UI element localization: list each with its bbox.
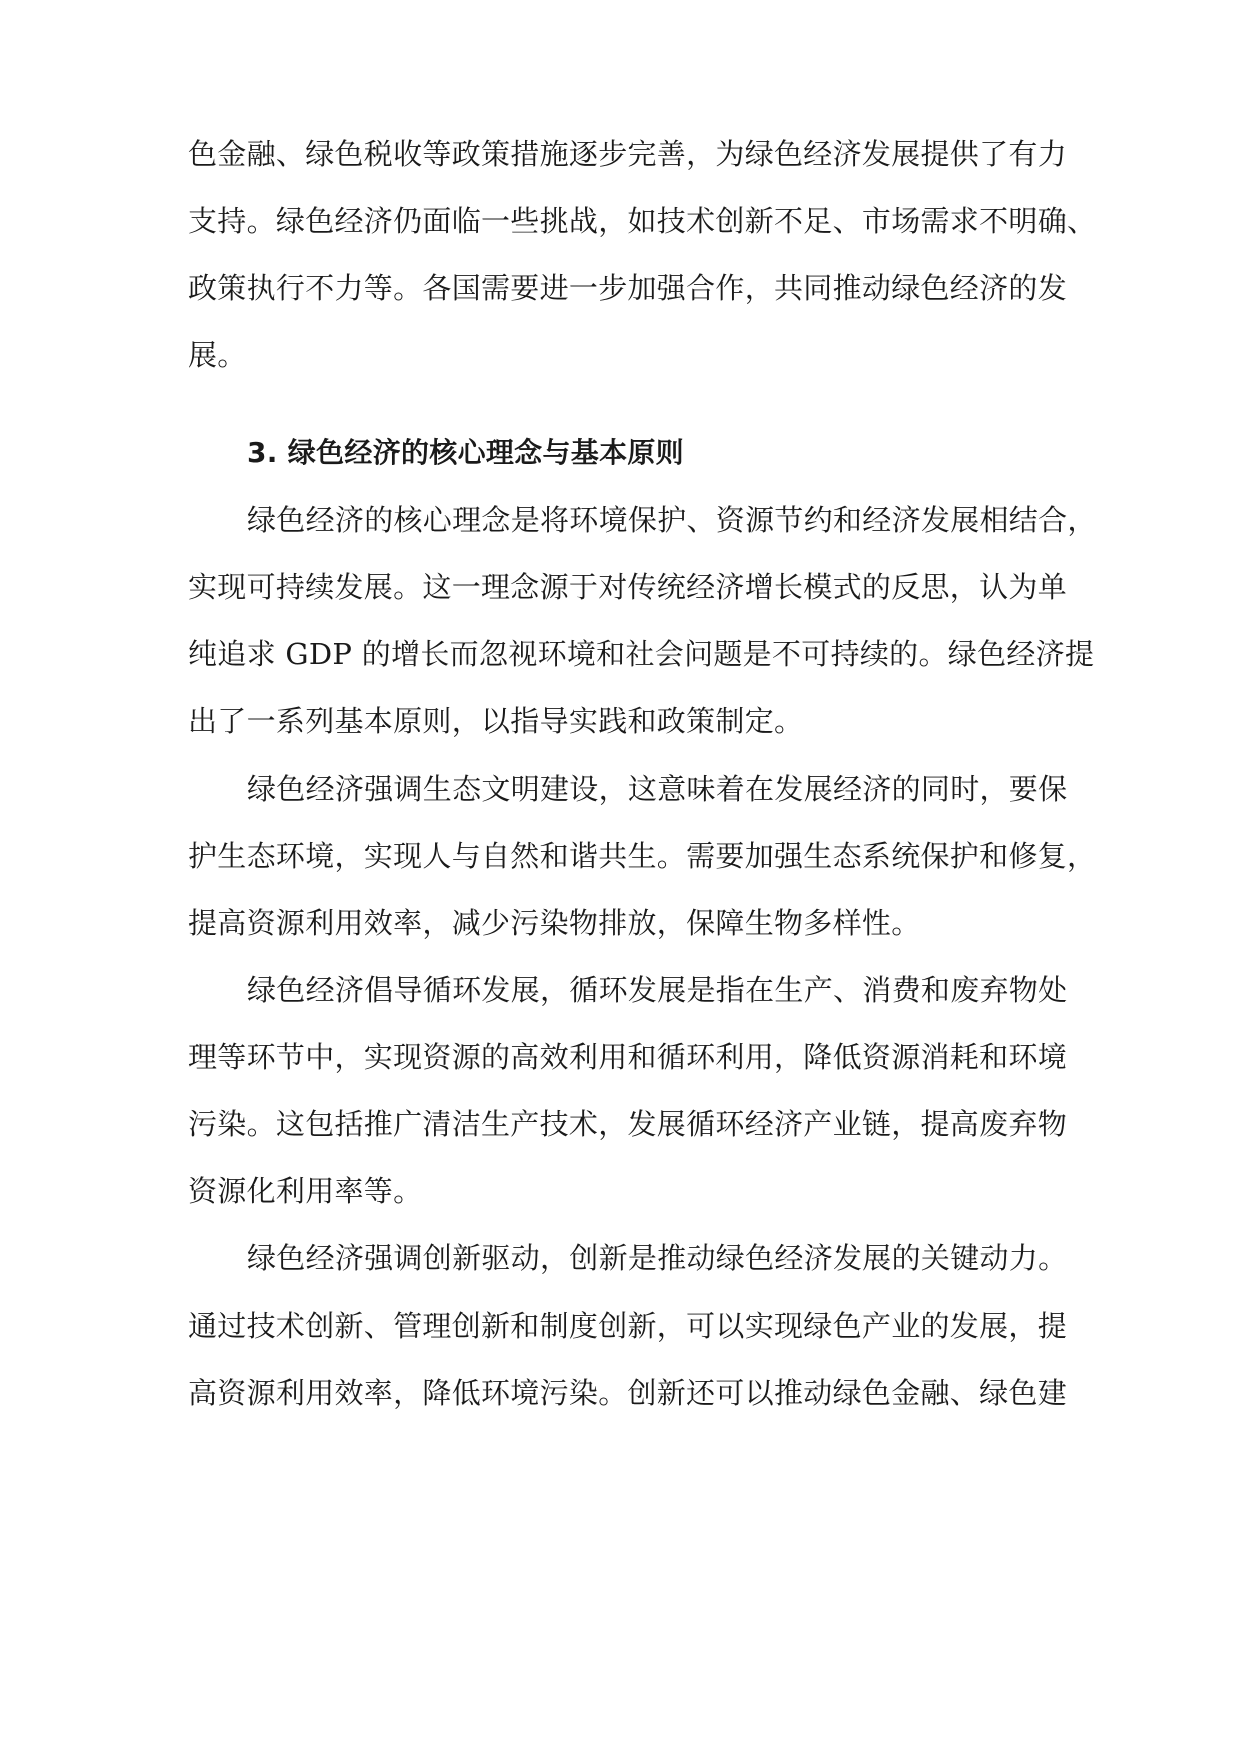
- paragraph-1-line-1: 绿色经济的核心理念是将环境保护、资源节约和经济发展相结合，: [247, 503, 1097, 537]
- section-heading: 3. 绿色经济的核心理念与基本原则: [247, 436, 684, 469]
- paragraph-3-line-4: 资源化利用率等。: [188, 1174, 423, 1208]
- paragraph-2-line-3: 提高资源利用效率，减少污染物排放，保障生物多样性。: [188, 906, 921, 940]
- intro-line-4: 展。: [188, 338, 247, 372]
- paragraph-3-line-1: 绿色经济倡导循环发展，循环发展是指在生产、消费和废弃物处: [247, 973, 1068, 1007]
- paragraph-1-line-3: 纯追求 GDP 的增长而忽视环境和社会问题是不可持续的。绿色经济提: [188, 637, 1095, 671]
- intro-line-1: 色金融、绿色税收等政策措施逐步完善，为绿色经济发展提供了有力: [188, 137, 1068, 171]
- paragraph-2-line-2: 护生态环境，实现人与自然和谐共生。需要加强生态系统保护和修复，: [188, 839, 1097, 873]
- paragraph-4-line-2: 通过技术创新、管理创新和制度创新，可以实现绿色产业的发展，提: [188, 1309, 1068, 1343]
- paragraph-4-line-1: 绿色经济强调创新驱动，创新是推动绿色经济发展的关键动力。: [247, 1241, 1068, 1275]
- paragraph-2-line-1: 绿色经济强调生态文明建设，这意味着在发展经济的同时，要保: [247, 772, 1068, 806]
- paragraph-1-line-4: 出了一系列基本原则，以指导实践和政策制定。: [188, 704, 804, 738]
- paragraph-3-line-2: 理等环节中，实现资源的高效利用和循环利用，降低资源消耗和环境: [188, 1040, 1068, 1074]
- intro-line-2: 支持。绿色经济仍面临一些挑战，如技术创新不足、市场需求不明确、: [188, 204, 1097, 238]
- paragraph-3-line-3: 污染。这包括推广清洁生产技术，发展循环经济产业链，提高废弃物: [188, 1107, 1068, 1141]
- paragraph-4-line-3: 高资源利用效率，降低环境污染。创新还可以推动绿色金融、绿色建: [188, 1376, 1068, 1410]
- paragraph-1-line-2: 实现可持续发展。这一理念源于对传统经济增长模式的反思，认为单: [188, 570, 1068, 604]
- intro-line-3: 政策执行不力等。各国需要进一步加强合作，共同推动绿色经济的发: [188, 271, 1068, 305]
